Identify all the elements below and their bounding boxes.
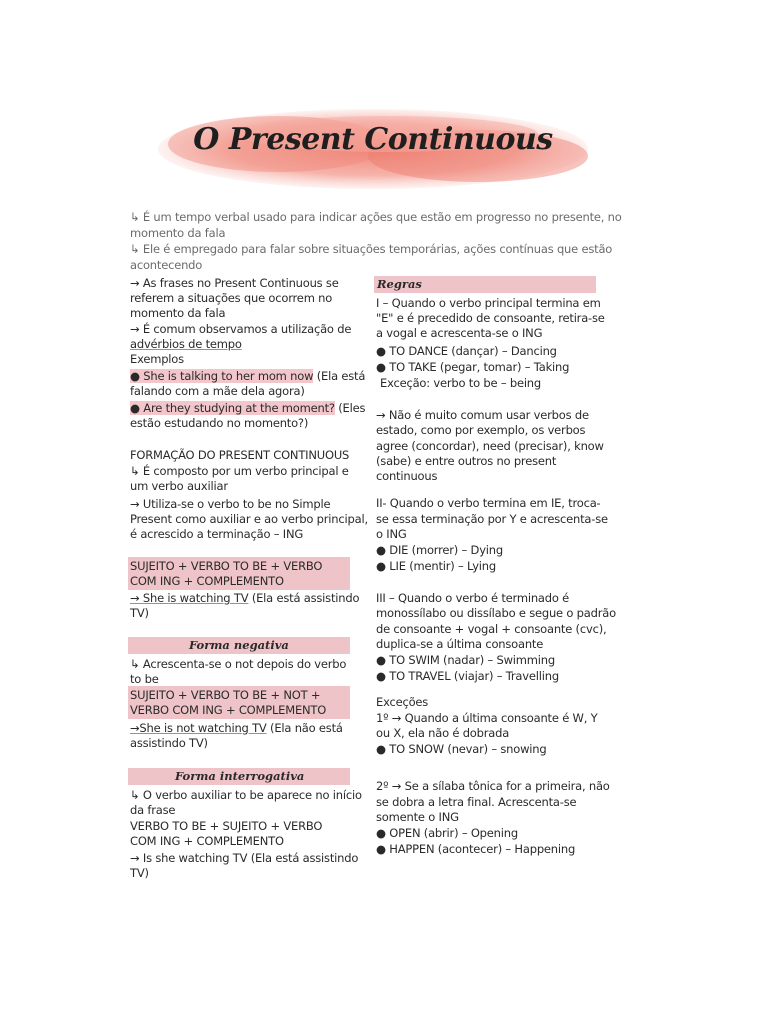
- example-1-translation: (Ela está: [313, 369, 366, 383]
- left-text: to be: [130, 672, 159, 686]
- right-text: ● DIE (morrer) – Dying: [376, 543, 503, 557]
- right-text: → Não é muito comum usar verbos de: [376, 408, 589, 422]
- left-text: Present como auxiliar e ao verbo principal,: [130, 512, 368, 526]
- left-text: → É comum observamos a utilização de: [130, 322, 352, 336]
- left-text: ↳ O verbo auxiliar to be aparece no início: [130, 788, 362, 802]
- intro-line-4: acontecendo: [130, 258, 203, 272]
- right-text: ● TO TAKE (pegar, tomar) – Taking: [376, 360, 570, 374]
- right-text: ● TO SWIM (nadar) – Swimming: [376, 653, 555, 667]
- right-text: somente o ING: [376, 810, 459, 824]
- left-text: momento da fala: [130, 306, 226, 320]
- right-text: Exceção: verbo to be – being: [380, 376, 541, 390]
- interrogative-example: → Is she watching TV (Ela está assistindo: [130, 851, 359, 865]
- formation-heading: FORMAÇÃO DO PRESENT CONTINUOUS: [130, 448, 350, 462]
- left-text: da frase: [130, 803, 176, 817]
- left-text: TV): [130, 606, 149, 620]
- title-banner: [158, 104, 588, 194]
- formula-affirmative-2: COM ING + COMPLEMENTO: [130, 574, 284, 588]
- right-text: "E" e é precedido de consoante, retira-se: [376, 311, 605, 325]
- right-text: ● TO TRAVEL (viajar) – Travelling: [376, 669, 559, 683]
- intro-line-1: ↳ É um tempo verbal usado para indicar ações que estão em progresso no presente, no: [130, 210, 622, 224]
- left-text: → Utiliza-se o verbo to be no Simple: [130, 497, 331, 511]
- left-text: → As frases no Present Continuous se: [130, 276, 339, 290]
- example-2: [130, 401, 365, 416]
- left-text: um verbo auxiliar: [130, 479, 228, 493]
- right-text: (sabe) e entre outros no present: [376, 454, 557, 468]
- right-text: ● TO DANCE (dançar) – Dancing: [376, 344, 557, 358]
- right-text: se essa terminação por Y e acrescenta-se: [376, 512, 608, 526]
- formula-negative-2: VERBO COM ING + COMPLEMENTO: [130, 703, 327, 717]
- right-text: Exceções: [376, 695, 429, 709]
- right-text: monossílabo ou dissílabo e segue o padrão: [376, 606, 616, 620]
- left-text: é acrescido a terminação – ING: [130, 527, 304, 541]
- right-text: agree (concordar), need (precisar), know: [376, 439, 604, 453]
- right-text: de consoante + vogal + consoante (cvc),: [376, 622, 607, 636]
- interrogative-heading: Forma interrogativa: [175, 769, 305, 783]
- right-text: continuous: [376, 469, 438, 483]
- intro-line-3: ↳ Ele é empregado para falar sobre situações temporárias, ações contínuas que estão: [130, 242, 613, 256]
- left-text: referem a situações que ocorrem no: [130, 291, 333, 305]
- right-text: 2º → Se a sílaba tônica for a primeira, não: [376, 779, 610, 793]
- affirmative-example-text: → She is watching TV: [130, 591, 249, 605]
- left-text: advérbios de tempo: [130, 337, 242, 351]
- right-text: III – Quando o verbo é terminado é: [376, 591, 570, 605]
- formula-affirmative-1: SUJEITO + VERBO TO BE + VERBO: [130, 559, 323, 573]
- negative-heading: Forma negativa: [189, 638, 289, 652]
- right-text: ● TO SNOW (nevar) – snowing: [376, 742, 547, 756]
- intro-line-2: momento da fala: [130, 226, 226, 240]
- right-text: ● LIE (mentir) – Lying: [376, 559, 496, 573]
- right-text: estado, como por exemplo, os verbos: [376, 423, 586, 437]
- example-2-highlight: ● Are they studying at the moment?: [130, 401, 335, 415]
- left-text: ↳ É composto por um verbo principal e: [130, 464, 349, 478]
- left-text: ↳ Acrescenta-se o not depois do verbo: [130, 657, 347, 671]
- right-text: ou X, ela não é dobrada: [376, 726, 510, 740]
- formula-interrogative-2: COM ING + COMPLEMENTO: [130, 834, 284, 848]
- right-text: ● HAPPEN (acontecer) – Happening: [376, 842, 576, 856]
- left-text: assistindo TV): [130, 736, 208, 750]
- left-text: TV): [130, 866, 149, 880]
- right-text: a vogal e acrescenta-se o ING: [376, 326, 543, 340]
- rules-heading: Regras: [377, 277, 422, 291]
- right-text: se dobra a letra final. Acrescenta-se: [376, 795, 577, 809]
- left-text: falando com a mãe dela agora): [130, 384, 305, 398]
- negative-example: [130, 721, 343, 736]
- right-text: ● OPEN (abrir) – Opening: [376, 826, 518, 840]
- page-title: O Present Continuous: [193, 122, 553, 157]
- right-text: II- Quando o verbo termina em IE, troca-: [376, 496, 601, 510]
- examples-label: Exemplos: [130, 352, 184, 366]
- negative-example-translation: (Ela não está: [266, 721, 343, 735]
- affirmative-example-translation: (Ela está assistindo: [248, 591, 360, 605]
- example-2-translation: (Eles: [334, 401, 366, 415]
- example-1: [130, 369, 365, 384]
- right-text: duplica-se a última consoante: [376, 637, 544, 651]
- right-text: 1º → Quando a última consoante é W, Y: [376, 711, 598, 725]
- right-text: o ING: [376, 527, 407, 541]
- affirmative-example: [130, 591, 359, 606]
- right-text: I – Quando o verbo principal termina em: [376, 296, 601, 310]
- negative-example-text: →She is not watching TV: [130, 721, 267, 735]
- formula-negative-1: SUJEITO + VERBO TO BE + NOT +: [130, 688, 321, 702]
- formula-interrogative-1: VERBO TO BE + SUJEITO + VERBO: [130, 819, 323, 833]
- left-text: estão estudando no momento?): [130, 416, 309, 430]
- example-1-highlight: ● She is talking to her mom now: [130, 369, 314, 383]
